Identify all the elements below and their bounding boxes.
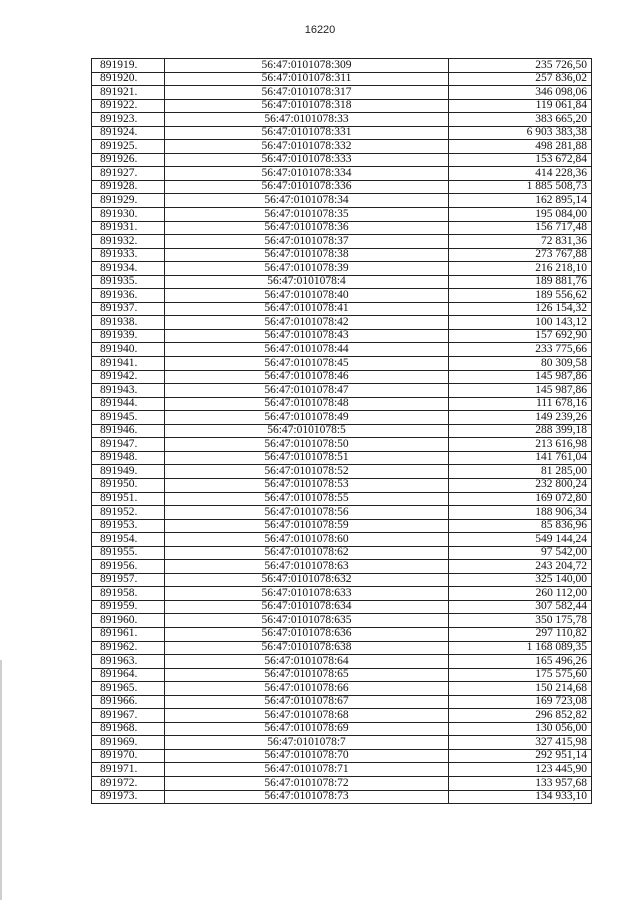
cadastral-number-cell: 56:47:0101078:50: [165, 438, 449, 452]
cadastral-value-cell: 100 143,12: [449, 316, 592, 330]
table-row: [92, 140, 592, 154]
cadastral-value-cell: 72 831,36: [449, 235, 592, 249]
row-number-cell: 891958.: [92, 587, 165, 601]
row-number-cell: 891933.: [92, 248, 165, 262]
cadastral-value-cell: 327 415,98: [449, 736, 592, 750]
cadastral-value-cell: 346 098,06: [449, 86, 592, 100]
row-number-cell: 891953.: [92, 519, 165, 533]
cadastral-number-cell: 56:47:0101078:309: [165, 59, 449, 73]
cadastral-number-cell: 56:47:0101078:42: [165, 316, 449, 330]
cadastral-number-cell: 56:47:0101078:38: [165, 248, 449, 262]
cadastral-number-cell: 56:47:0101078:62: [165, 546, 449, 560]
cadastral-number-cell: 56:47:0101078:56: [165, 506, 449, 520]
cadastral-value-cell: 85 836,96: [449, 519, 592, 533]
table-row: [92, 424, 592, 438]
table-row: [92, 411, 592, 425]
row-number-cell: 891963.: [92, 655, 165, 669]
cadastral-number-cell: 56:47:0101078:64: [165, 655, 449, 669]
row-number-cell: 891957.: [92, 573, 165, 587]
table-row: [92, 790, 592, 804]
table-row: [92, 72, 592, 86]
cadastral-number-cell: 56:47:0101078:317: [165, 86, 449, 100]
table-row: [92, 763, 592, 777]
row-number-cell: 891968.: [92, 722, 165, 736]
cadastral-number-cell: 56:47:0101078:48: [165, 397, 449, 411]
row-number-cell: 891956.: [92, 560, 165, 574]
table-row: [92, 99, 592, 113]
cadastral-number-cell: 56:47:0101078:5: [165, 424, 449, 438]
row-number-cell: 891971.: [92, 763, 165, 777]
cadastral-value-cell: 350 175,78: [449, 614, 592, 628]
cadastral-value-cell: 130 056,00: [449, 722, 592, 736]
cadastral-number-cell: 56:47:0101078:52: [165, 465, 449, 479]
cadastral-value-cell: 157 692,90: [449, 329, 592, 343]
row-number-cell: 891967.: [92, 709, 165, 723]
table-row: [92, 289, 592, 303]
row-number-cell: 891934.: [92, 262, 165, 276]
cadastral-value-cell: 233 775,66: [449, 343, 592, 357]
row-number-cell: 891944.: [92, 397, 165, 411]
cadastral-value-cell: 188 906,34: [449, 506, 592, 520]
table-row: [92, 546, 592, 560]
cadastral-value-cell: 216 218,10: [449, 262, 592, 276]
table-row: [92, 194, 592, 208]
row-number-cell: 891969.: [92, 736, 165, 750]
row-number-cell: 891951.: [92, 492, 165, 506]
table-row: [92, 682, 592, 696]
row-number-cell: 891924.: [92, 126, 165, 140]
row-number-cell: 891972.: [92, 776, 165, 790]
row-number-cell: 891961.: [92, 627, 165, 641]
cadastral-number-cell: 56:47:0101078:4: [165, 275, 449, 289]
table-row: [92, 451, 592, 465]
cadastral-number-cell: 56:47:0101078:40: [165, 289, 449, 303]
cadastral-number-cell: 56:47:0101078:332: [165, 140, 449, 154]
cadastral-number-cell: 56:47:0101078:36: [165, 221, 449, 235]
table-row: [92, 357, 592, 371]
row-number-cell: 891973.: [92, 790, 165, 804]
row-number-cell: 891941.: [92, 357, 165, 371]
cadastral-number-cell: 56:47:0101078:33: [165, 113, 449, 127]
table-row: [92, 641, 592, 655]
table-row: [92, 438, 592, 452]
row-number-cell: 891927.: [92, 167, 165, 181]
table-row: [92, 655, 592, 669]
page-number: 16220: [304, 24, 336, 36]
row-number-cell: 891938.: [92, 316, 165, 330]
cadastral-number-cell: 56:47:0101078:34: [165, 194, 449, 208]
table-row: [92, 86, 592, 100]
table-row: [92, 343, 592, 357]
cadastral-value-cell: 292 951,14: [449, 749, 592, 763]
cadastral-number-cell: 56:47:0101078:69: [165, 722, 449, 736]
cadastral-value-cell: 134 933,10: [449, 790, 592, 804]
cadastral-value-cell: 175 575,60: [449, 668, 592, 682]
cadastral-number-cell: 56:47:0101078:63: [165, 560, 449, 574]
table-row: [92, 587, 592, 601]
cadastral-value-cell: 165 496,26: [449, 655, 592, 669]
cadastral-value-cell: 243 204,72: [449, 560, 592, 574]
table-row: [92, 519, 592, 533]
cadastral-value-cell: 123 445,90: [449, 763, 592, 777]
table-row: [92, 776, 592, 790]
table-row: [92, 749, 592, 763]
row-number-cell: 891928.: [92, 180, 165, 194]
row-number-cell: 891940.: [92, 343, 165, 357]
row-number-cell: 891960.: [92, 614, 165, 628]
cadastral-value-cell: 297 110,82: [449, 627, 592, 641]
table-row: [92, 113, 592, 127]
row-number-cell: 891925.: [92, 140, 165, 154]
table-row: [92, 384, 592, 398]
cadastral-number-cell: 56:47:0101078:60: [165, 533, 449, 547]
row-number-cell: 891937.: [92, 302, 165, 316]
row-number-cell: 891936.: [92, 289, 165, 303]
cadastral-value-cell: 153 672,84: [449, 153, 592, 167]
row-number-cell: 891970.: [92, 749, 165, 763]
cadastral-value-cell: 169 723,08: [449, 695, 592, 709]
cadastral-value-cell: 80 309,58: [449, 357, 592, 371]
cadastral-value-cell: 307 582,44: [449, 600, 592, 614]
cadastral-value-cell: 296 852,82: [449, 709, 592, 723]
cadastral-number-cell: 56:47:0101078:70: [165, 749, 449, 763]
cadastral-value-cell: 260 112,00: [449, 587, 592, 601]
table-row: [92, 560, 592, 574]
row-number-cell: 891964.: [92, 668, 165, 682]
cadastral-value-cell: 498 281,88: [449, 140, 592, 154]
table-row: [92, 722, 592, 736]
row-number-cell: 891959.: [92, 600, 165, 614]
cadastral-value-cell: 111 678,16: [449, 397, 592, 411]
cadastral-number-cell: 56:47:0101078:59: [165, 519, 449, 533]
table-row: [92, 180, 592, 194]
cadastral-value-cell: 162 895,14: [449, 194, 592, 208]
row-number-cell: 891962.: [92, 641, 165, 655]
table-row: [92, 573, 592, 587]
table-row: [92, 126, 592, 140]
table-row: [92, 316, 592, 330]
cadastral-value-cell: 257 836,02: [449, 72, 592, 86]
table-row: [92, 329, 592, 343]
row-number-cell: 891932.: [92, 235, 165, 249]
cadastral-value-cell: 235 726,50: [449, 59, 592, 73]
cadastral-value-cell: 414 228,36: [449, 167, 592, 181]
cadastral-value-cell: 145 987,86: [449, 370, 592, 384]
cadastral-number-cell: 56:47:0101078:336: [165, 180, 449, 194]
table-row: [92, 302, 592, 316]
cadastral-number-cell: 56:47:0101078:43: [165, 329, 449, 343]
cadastral-number-cell: 56:47:0101078:334: [165, 167, 449, 181]
table-row: [92, 208, 592, 222]
row-number-cell: 891965.: [92, 682, 165, 696]
row-number-cell: 891946.: [92, 424, 165, 438]
cadastral-value-cell: 156 717,48: [449, 221, 592, 235]
table-row: [92, 627, 592, 641]
row-number-cell: 891929.: [92, 194, 165, 208]
cadastral-number-cell: 56:47:0101078:333: [165, 153, 449, 167]
row-number-cell: 891966.: [92, 695, 165, 709]
row-number-cell: 891949.: [92, 465, 165, 479]
cadastral-value-cell: 549 144,24: [449, 533, 592, 547]
cadastral-number-cell: 56:47:0101078:634: [165, 600, 449, 614]
table-row: [92, 59, 592, 73]
table-row: [92, 478, 592, 492]
row-number-cell: 891921.: [92, 86, 165, 100]
cadastral-number-cell: 56:47:0101078:35: [165, 208, 449, 222]
cadastral-number-cell: 56:47:0101078:331: [165, 126, 449, 140]
cadastral-number-cell: 56:47:0101078:65: [165, 668, 449, 682]
cadastral-number-cell: 56:47:0101078:46: [165, 370, 449, 384]
cadastral-value-cell: 189 881,76: [449, 275, 592, 289]
cadastral-number-cell: 56:47:0101078:67: [165, 695, 449, 709]
table-row: [92, 248, 592, 262]
row-number-cell: 891950.: [92, 478, 165, 492]
table-body: [92, 59, 592, 804]
cadastral-number-cell: 56:47:0101078:638: [165, 641, 449, 655]
scan-edge-shadow: [0, 660, 2, 900]
table-row: [92, 153, 592, 167]
table-row: [92, 167, 592, 181]
row-number-cell: 891945.: [92, 411, 165, 425]
table-row: [92, 506, 592, 520]
cadastral-value-cell: 383 665,20: [449, 113, 592, 127]
row-number-cell: 891939.: [92, 329, 165, 343]
row-number-cell: 891922.: [92, 99, 165, 113]
row-number-cell: 891930.: [92, 208, 165, 222]
row-number-cell: 891942.: [92, 370, 165, 384]
row-number-cell: 891923.: [92, 113, 165, 127]
table-row: [92, 235, 592, 249]
table-row: [92, 221, 592, 235]
row-number-cell: 891948.: [92, 451, 165, 465]
cadastral-number-cell: 56:47:0101078:73: [165, 790, 449, 804]
cadastral-number-cell: 56:47:0101078:72: [165, 776, 449, 790]
table-row: [92, 736, 592, 750]
cadastral-number-cell: 56:47:0101078:51: [165, 451, 449, 465]
cadastral-number-cell: 56:47:0101078:37: [165, 235, 449, 249]
row-number-cell: 891943.: [92, 384, 165, 398]
row-number-cell: 891947.: [92, 438, 165, 452]
cadastral-value-cell: 288 399,18: [449, 424, 592, 438]
cadastral-value-cell: 1 168 089,35: [449, 641, 592, 655]
cadastral-number-cell: 56:47:0101078:71: [165, 763, 449, 777]
cadastral-value-cell: 189 556,62: [449, 289, 592, 303]
cadastral-value-cell: 195 084,00: [449, 208, 592, 222]
cadastral-number-cell: 56:47:0101078:635: [165, 614, 449, 628]
cadastral-number-cell: 56:47:0101078:47: [165, 384, 449, 398]
table-row: [92, 533, 592, 547]
table-row: [92, 370, 592, 384]
cadastral-value-cell: 126 154,32: [449, 302, 592, 316]
table-row: [92, 275, 592, 289]
cadastral-value-cell: 141 761,04: [449, 451, 592, 465]
cadastral-number-cell: 56:47:0101078:45: [165, 357, 449, 371]
table-row: [92, 397, 592, 411]
cadastral-value-cell: 325 140,00: [449, 573, 592, 587]
row-number-cell: 891955.: [92, 546, 165, 560]
cadastral-value-cell: 1 885 508,73: [449, 180, 592, 194]
cadastral-value-cell: 232 800,24: [449, 478, 592, 492]
cadastral-number-cell: 56:47:0101078:7: [165, 736, 449, 750]
row-number-cell: 891926.: [92, 153, 165, 167]
cadastral-number-cell: 56:47:0101078:44: [165, 343, 449, 357]
table-row: [92, 614, 592, 628]
table-row: [92, 668, 592, 682]
table-row: [92, 262, 592, 276]
cadastral-value-cell: 169 072,80: [449, 492, 592, 506]
cadastral-number-cell: 56:47:0101078:636: [165, 627, 449, 641]
table-row: [92, 695, 592, 709]
cadastral-number-cell: 56:47:0101078:318: [165, 99, 449, 113]
table-row: [92, 492, 592, 506]
row-number-cell: 891952.: [92, 506, 165, 520]
cadastral-value-cell: 119 061,84: [449, 99, 592, 113]
cadastral-number-cell: 56:47:0101078:39: [165, 262, 449, 276]
cadastral-value-cell: 213 616,98: [449, 438, 592, 452]
cadastral-number-cell: 56:47:0101078:55: [165, 492, 449, 506]
cadastral-value-cell: 145 987,86: [449, 384, 592, 398]
row-number-cell: 891935.: [92, 275, 165, 289]
cadastral-value-cell: 97 542,00: [449, 546, 592, 560]
row-number-cell: 891954.: [92, 533, 165, 547]
row-number-cell: 891920.: [92, 72, 165, 86]
cadastral-number-cell: 56:47:0101078:311: [165, 72, 449, 86]
row-number-cell: 891919.: [92, 59, 165, 73]
cadastral-number-cell: 56:47:0101078:41: [165, 302, 449, 316]
cadastral-value-cell: 81 285,00: [449, 465, 592, 479]
table-row: [92, 465, 592, 479]
cadastral-number-cell: 56:47:0101078:633: [165, 587, 449, 601]
cadastral-value-table: [91, 58, 592, 804]
cadastral-number-cell: 56:47:0101078:66: [165, 682, 449, 696]
cadastral-value-cell: 6 903 383,38: [449, 126, 592, 140]
cadastral-value-cell: 133 957,68: [449, 776, 592, 790]
cadastral-number-cell: 56:47:0101078:53: [165, 478, 449, 492]
table-row: [92, 709, 592, 723]
cadastral-number-cell: 56:47:0101078:68: [165, 709, 449, 723]
cadastral-number-cell: 56:47:0101078:632: [165, 573, 449, 587]
cadastral-number-cell: 56:47:0101078:49: [165, 411, 449, 425]
cadastral-value-cell: 149 239,26: [449, 411, 592, 425]
cadastral-value-cell: 273 767,88: [449, 248, 592, 262]
row-number-cell: 891931.: [92, 221, 165, 235]
cadastral-value-cell: 150 214,68: [449, 682, 592, 696]
table-row: [92, 600, 592, 614]
